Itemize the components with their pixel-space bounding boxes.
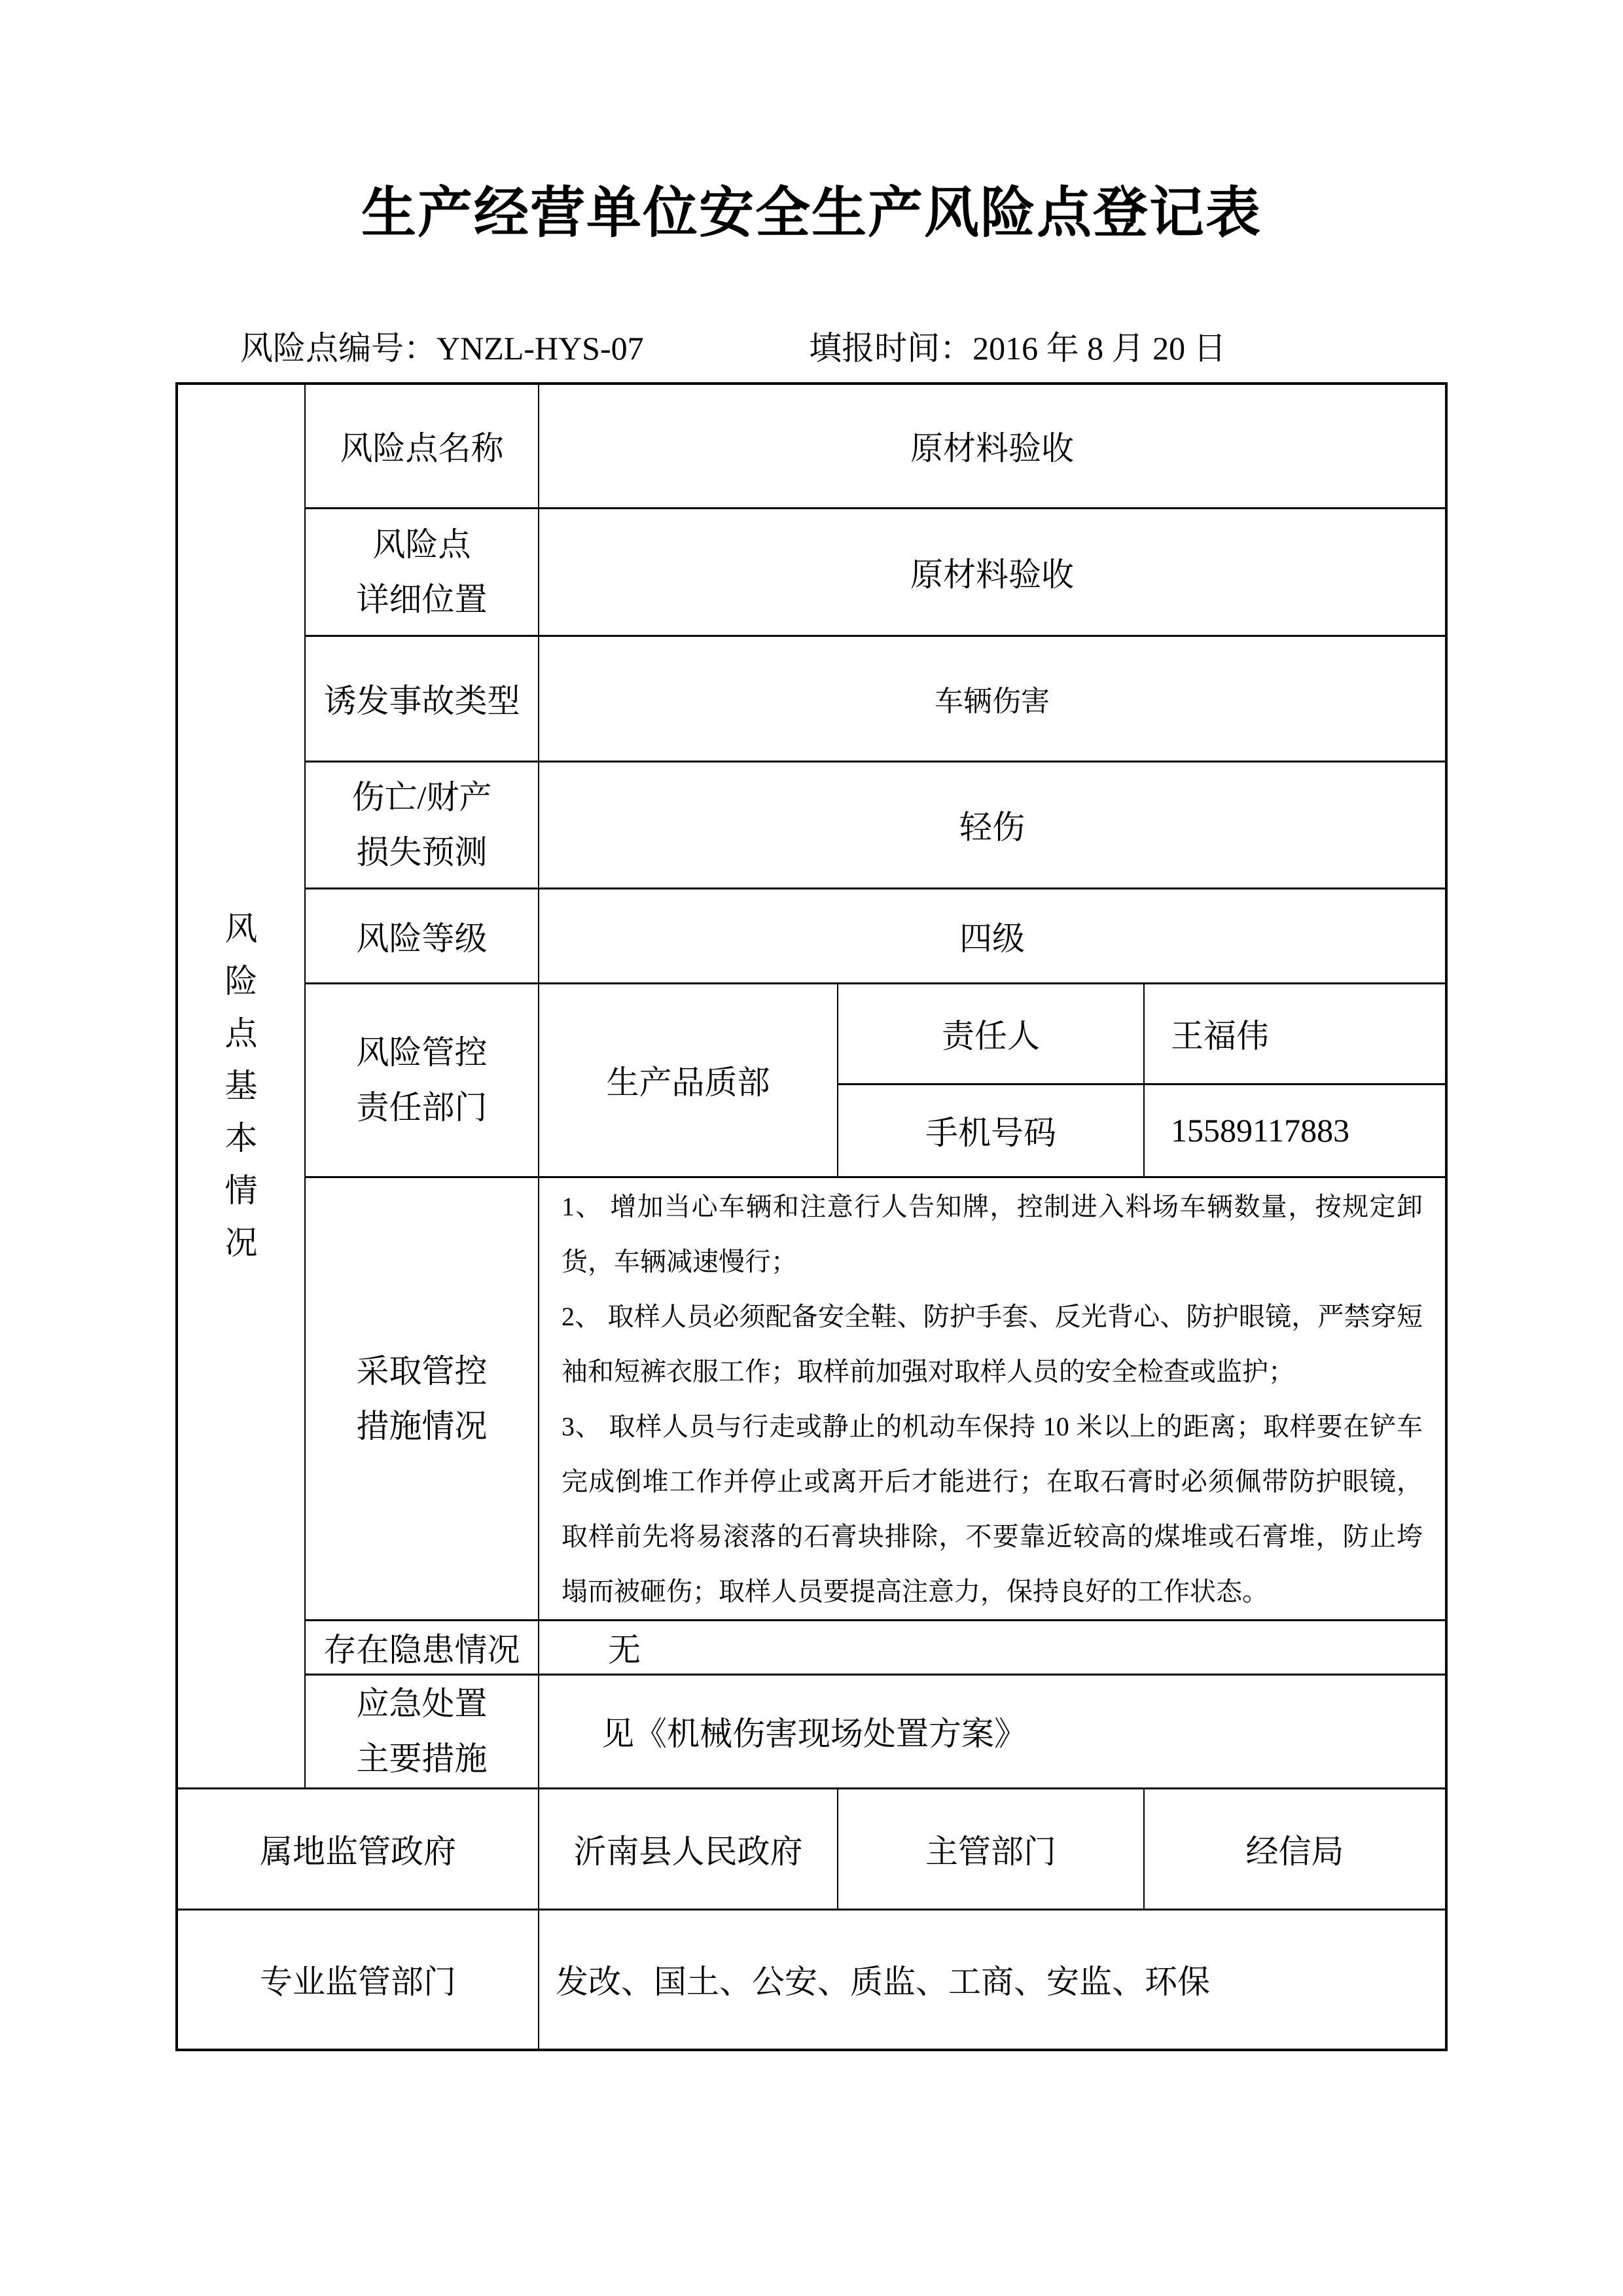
- accident-type-value: 车辆伤害: [539, 636, 1446, 761]
- row-control-measures: [177, 1177, 1446, 1620]
- prof-dept-label: 专业监管部门: [177, 1909, 539, 2050]
- row-loss-forecast: [177, 761, 1446, 888]
- risk-level-label: 风险等级: [305, 888, 539, 983]
- prof-dept-value: 发改、国土、公安、质监、工商、安监、环保: [539, 1909, 1446, 2050]
- charge-dept-label: 主管部门: [838, 1788, 1144, 1909]
- loss-forecast-value: 轻伤: [539, 761, 1446, 888]
- row-risk-name: [177, 384, 1446, 508]
- loss-forecast-label: 伤亡/财产 损失预测: [305, 761, 539, 888]
- meta-line: [240, 322, 1623, 382]
- responsible-label: 责任人: [838, 983, 1144, 1084]
- local-gov-label: 属地监管政府: [177, 1788, 539, 1909]
- risk-id-label: 风险点编号：: [240, 330, 437, 367]
- control-dept-value: 生产品质部: [539, 983, 838, 1177]
- row-risk-level: [177, 888, 1446, 983]
- risk-location-value: 原材料验收: [539, 508, 1446, 636]
- risk-name-value: 原材料验收: [539, 384, 1446, 508]
- phone-label: 手机号码: [838, 1084, 1144, 1177]
- row-hazard: [177, 1620, 1446, 1674]
- control-measures-label: 采取管控 措施情况: [305, 1177, 539, 1620]
- risk-register-table: [175, 382, 1448, 2051]
- control-measures-value: [539, 1177, 1446, 1620]
- section-cell-basic-info: [177, 384, 305, 1788]
- accident-type-label: 诱发事故类型: [305, 636, 539, 761]
- measure-item-1: 1、 增加当心车辆和注意行人告知牌，控制进入料场车辆数量，按规定卸货，车辆减速慢行；: [561, 1191, 1423, 1276]
- page-title: 生产经营单位安全生产风险点登记表: [361, 183, 1262, 244]
- fill-date-label: 填报时间：: [809, 330, 973, 367]
- row-local-gov: [177, 1788, 1446, 1909]
- hazard-label: 存在隐患情况: [305, 1620, 539, 1674]
- measure-item-2: 2、 取样人员必须配备安全鞋、防护手套、反光背心、防护眼镜，严禁穿短袖和短裤衣服工作；取样前加强对取样人员的安全检查或监护；: [561, 1301, 1423, 1386]
- risk-id-group: [240, 322, 644, 369]
- control-dept-label: 风险管控 责任部门: [305, 983, 539, 1177]
- risk-name-label: 风险点名称: [305, 384, 539, 508]
- hazard-value: 无: [539, 1620, 1446, 1674]
- section-label-vertical: 风险点基本情况: [224, 910, 258, 1262]
- fill-date-group: [809, 322, 1226, 369]
- measure-item-3: 3、 取样人员与行走或静止的机动车保持 10 米以上的距离；取样要在铲车完成倒堆工作并停止或离开后才能进行；在取石膏时必须佩带防护眼镜，取样前先将易滚落的石膏块排除，不要靠近较高的煤堆或石膏堆，防止垮塌而被砸伤；取样人员要提高注意力，保持良好的工作状态。: [561, 1411, 1423, 1606]
- phone-value: 15589117883: [1144, 1084, 1446, 1177]
- emergency-label: 应急处置 主要措施: [305, 1674, 539, 1788]
- row-control-dept: [177, 983, 1446, 1084]
- row-prof-dept: [177, 1909, 1446, 2050]
- fill-date-value: 2016 年 8 月 20 日: [972, 330, 1226, 367]
- row-risk-location: [177, 508, 1446, 636]
- emergency-value: 见《机械伤害现场处置方案》: [539, 1674, 1446, 1788]
- risk-id-value: YNZL-HYS-07: [437, 330, 644, 367]
- responsible-value: 王福伟: [1144, 983, 1446, 1084]
- row-accident-type: [177, 636, 1446, 761]
- row-emergency: [177, 1674, 1446, 1788]
- local-gov-value: 沂南县人民政府: [539, 1788, 838, 1909]
- risk-location-label: 风险点 详细位置: [305, 508, 539, 636]
- charge-dept-value: 经信局: [1144, 1788, 1446, 1909]
- risk-level-value: 四级: [539, 888, 1446, 983]
